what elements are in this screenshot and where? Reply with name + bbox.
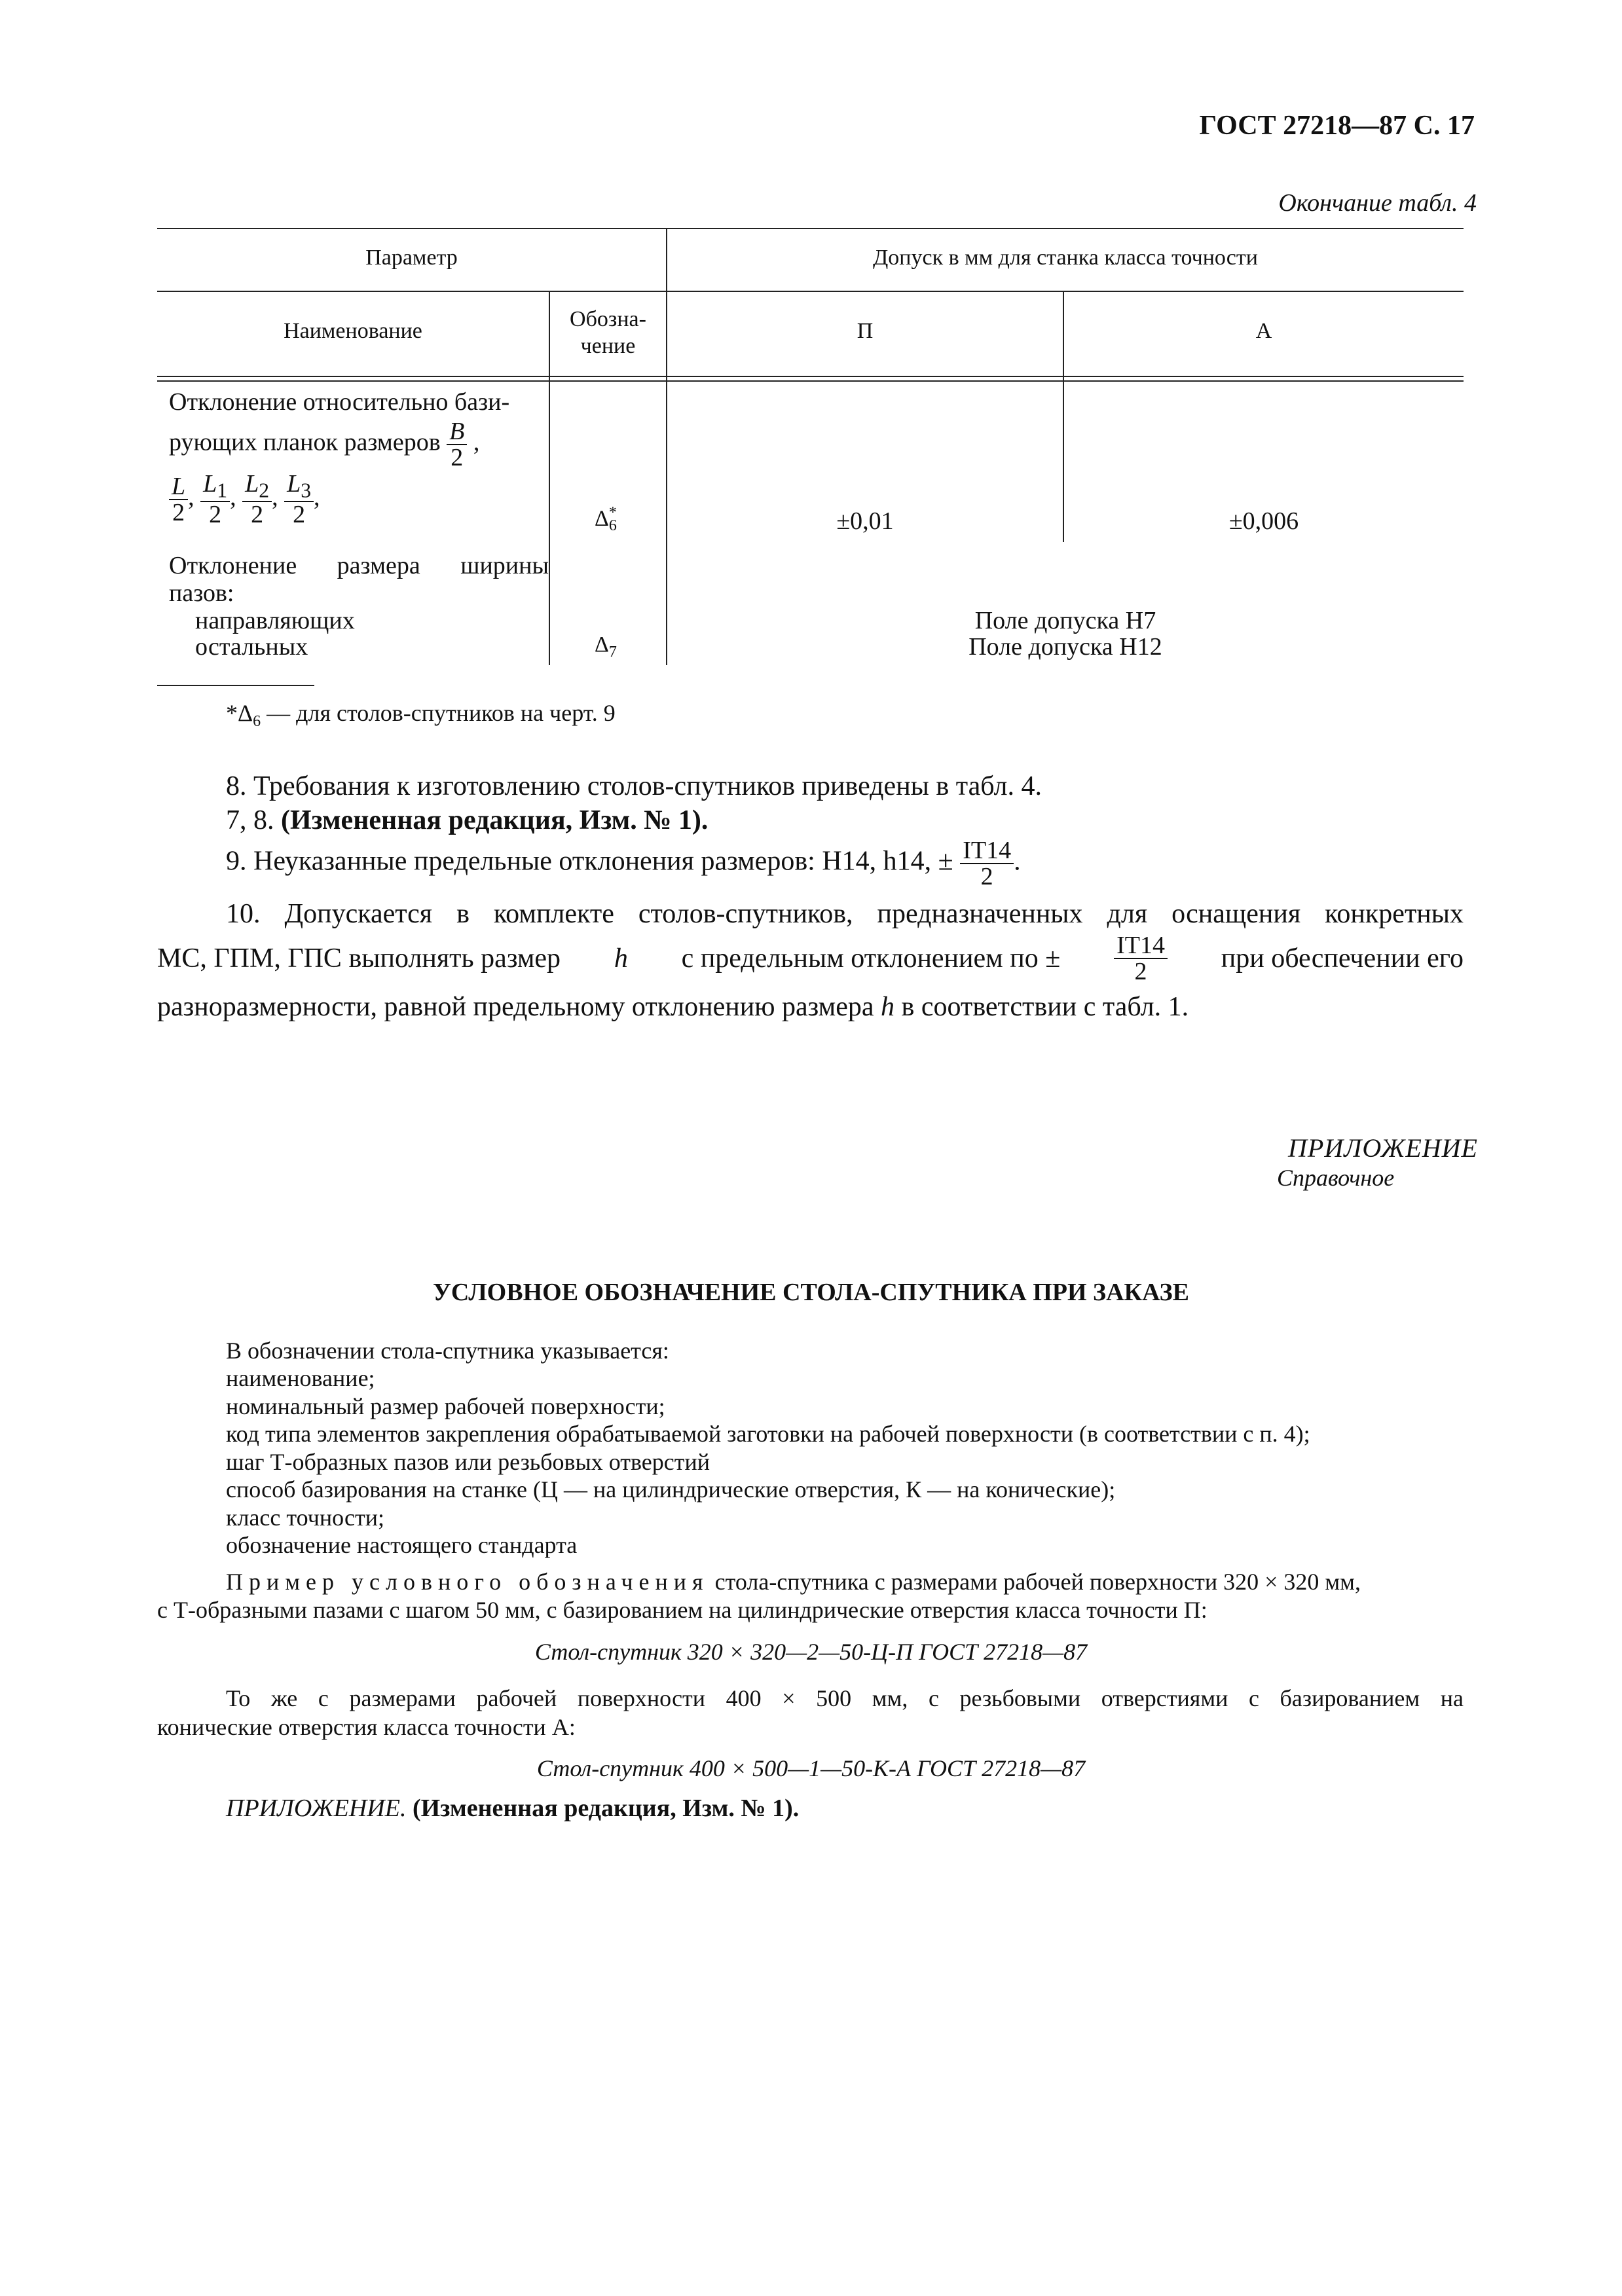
example-intro: Пример условного обозначения стола-спутника с размерами рабочей поверхности 320 × 320 мм,	[226, 1569, 1361, 1595]
example-intro-line2: с Т-образными пазами с шагом 50 мм, с базированием на цилиндрические отверстия класса точности П:	[157, 1597, 1207, 1623]
row2-value-h12: Поле допуска Н12	[968, 633, 1162, 661]
row2-item-guiding: направляющих	[195, 607, 355, 634]
row1-name-line1: Отклонение относительно бази-	[169, 388, 510, 416]
appendix-line: класс точности;	[226, 1504, 384, 1531]
row2-item-other: остальных	[195, 633, 308, 661]
table-footnote: $*\Delta_6$ — для столов-спутников на черт. 9	[226, 700, 616, 731]
row2-designation: $\Delta_7$	[595, 632, 617, 661]
appendix-list	[226, 1337, 1310, 1559]
appendix-change-note: ПРИЛОЖЕНИЕ. (Измененная редакция, Изм. № 1).	[226, 1795, 800, 1822]
paragraph-10-line1: 10. Допускается в комплекте столов-спутников, предназначенных для оснащения конкретных	[226, 899, 1464, 929]
paragraph-8: 8. Требования к изготовлению столов-спутников приведены в табл. 4.	[226, 771, 1042, 801]
appendix-label: ПРИЛОЖЕНИЕ	[1288, 1133, 1478, 1163]
example-designation-1: Стол-спутник 320 × 320—2—50-Ц-П ГОСТ 27218—87	[534, 1639, 1088, 1665]
table-continuation-label: Окончание табл. 4	[1278, 189, 1477, 217]
paragraph-7-8-change: 7, 8. (Измененная редакция, Изм. № 1).	[226, 805, 709, 835]
paragraph-10-line2: МС, ГПМ, ГПС выполнять размер h с предельным отклонением по ± $\frac{IT14}{2}$ при обеспечении его	[157, 932, 1464, 985]
page-header: ГОСТ 27218—87 С. 17	[1199, 111, 1475, 141]
row1-value-a: ±0,006	[1228, 507, 1299, 535]
param-header: Параметр	[365, 246, 458, 270]
tolerance-header: Допуск в мм для станка класса точности	[873, 246, 1258, 270]
row1-value-p: ±0,01	[836, 507, 894, 535]
class-p-column-header: П	[857, 319, 874, 343]
row2-name-line1: Отклонение размера ширины	[169, 552, 549, 579]
appendix-line: способ базирования на станке (Ц — на цилиндрические отверстия, К — на конические);	[226, 1476, 1116, 1503]
paragraph-10-line3: разноразмерности, равной предельному отклонению размера h в соответствии с табл. 1.	[157, 992, 1189, 1022]
row1-name-line2: рующих планок размеров $\frac{B}{2}$ ,	[169, 418, 480, 471]
designation-column-header: Обозна- чение	[570, 307, 646, 358]
appendix-sublabel: Справочное	[1277, 1165, 1395, 1191]
appendix-line: наименование;	[226, 1365, 375, 1392]
row2-value-h7: Поле допуска Н7	[974, 607, 1156, 634]
row1-name-line3: $\frac{L}{2}$ , $\frac{L_1}{2}$ , $\frac{L_2}{2}$ , $\frac{L_3}{2}$ ,	[169, 471, 320, 527]
paragraph-9: 9. Неуказанные предельные отклонения размеров: Н14, h14, ± $\frac{IT14}{2}$ .	[226, 837, 1021, 890]
appendix-title: УСЛОВНОЕ ОБОЗНАЧЕНИЕ СТОЛА-СПУТНИКА ПРИ ЗАКАЗЕ	[432, 1279, 1189, 1306]
same-example-line1: То же с размерами рабочей поверхности 400 × 500 мм, с резьбовыми отверстиями с базированием на	[226, 1685, 1464, 1711]
appendix-line: В обозначении стола-спутника указывается:	[226, 1338, 669, 1364]
appendix-line: номинальный размер рабочей поверхности;	[226, 1393, 665, 1419]
appendix-line: код типа элементов закрепления обрабатываемой заготовки на рабочей поверхности (в соответствии с п. 4);	[226, 1421, 1310, 1448]
appendix-line: шаг Т-образных пазов или резьбовых отверстий	[226, 1448, 710, 1475]
name-column-header: Наименование	[284, 319, 422, 343]
class-a-column-header: А	[1255, 319, 1272, 343]
row1-designation: $\Delta_6^*$	[595, 504, 617, 535]
same-example-line2: конические отверстия класса точности А:	[157, 1714, 576, 1740]
row2-name-line2: пазов:	[169, 579, 234, 607]
example-designation-2: Стол-спутник 400 × 500—1—50-К-А ГОСТ 27218—87	[536, 1755, 1086, 1781]
appendix-line: обозначение настоящего стандарта	[226, 1532, 578, 1559]
